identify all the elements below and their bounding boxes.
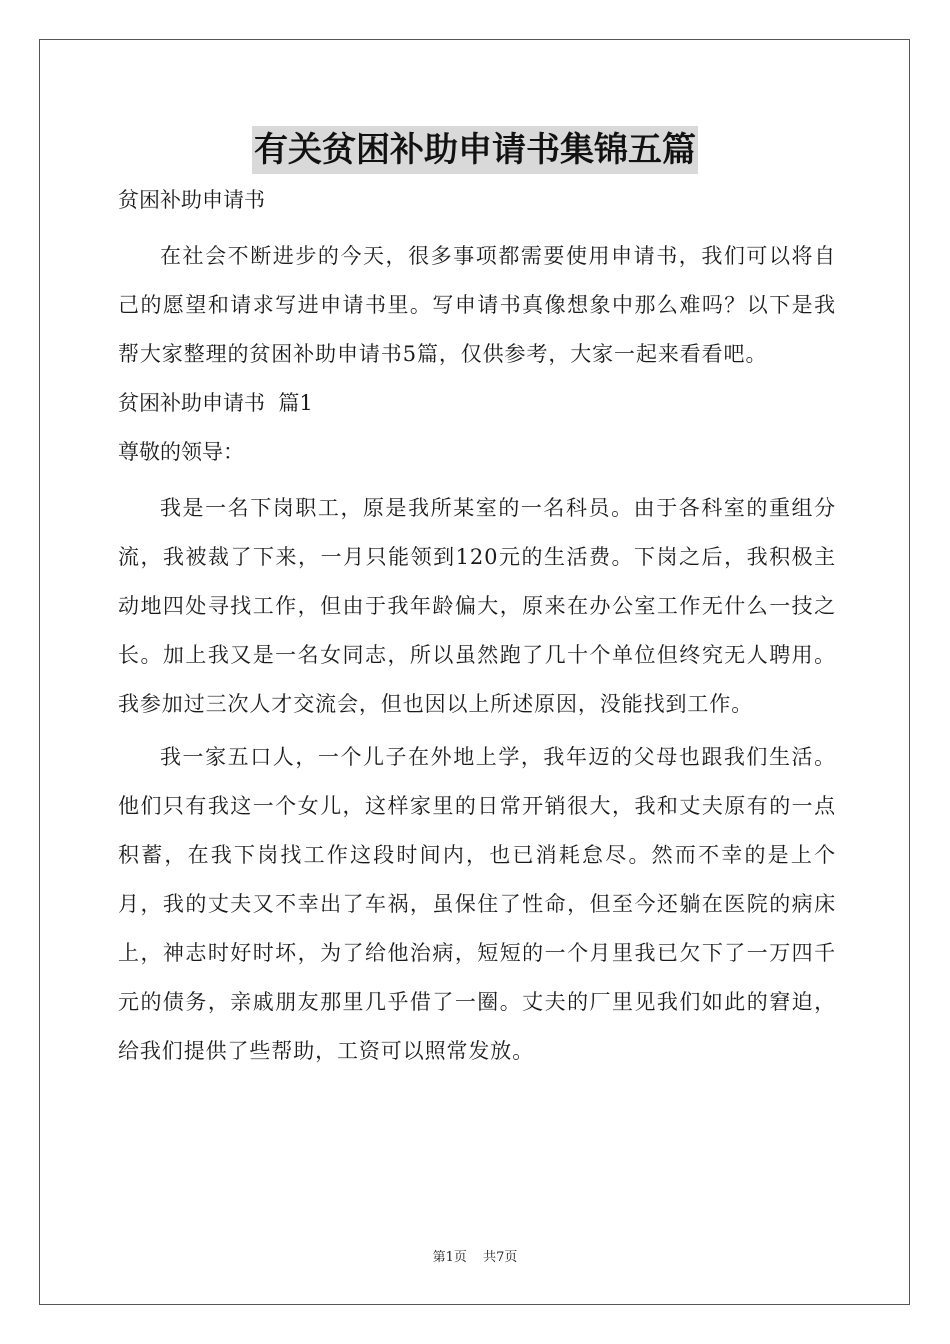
body-paragraph: 我一家五口人，一个儿子在外地上学，我年迈的父母也跟我们生活。他们只有我这一个女儿，这样家里的日常开销很大，我和丈夫原有的一点积蓄，在我下岗找工作这段时间内，也已消耗怠尽。然而不幸的是上个月，我的丈夫又不幸出了车祸，虽保住了性命，但至今还躺在医院的病床上，神志时好时坏，为了给他治病，短短的一个月里我已欠下了一万四千元的债务，亲戚朋友那里几乎借了一圈。丈夫的厂里见我们如此的窘迫，给我们提供了些帮助，工资可以照常发放。 bbox=[118, 745, 836, 1063]
body-paragraph: 我是一名下岗职工，原是我所某室的一名科员。由于各科室的重组分流，我被裁了下来，一月只能领到120元的生活费。下岗之后，我积极主动地四处寻找工作，但由于我年龄偏大，原来在办公室工作无什么一技之长。加上我又是一名女同志，所以虽然跑了几十个单位但终究无人聘用。我参加过三次人才交流会，但也因以上所述原因，没能找到工作。 bbox=[118, 496, 836, 716]
subtitle: 贫困补助申请书 bbox=[118, 188, 265, 212]
salutation: 尊敬的领导： bbox=[118, 440, 244, 464]
title-container bbox=[0, 126, 950, 174]
intro-paragraph: 在社会不断进步的今天，很多事项都需要使用申请书，我们可以将自己的愿望和请求写进申请书里。写申请书真像想象中那么难吗？以下是我帮大家整理的贫困补助申请书5篇，仅供参考，大家一起来看看吧。 bbox=[118, 244, 836, 366]
page-total: 共7页 bbox=[483, 1250, 518, 1265]
page-number: 第1页 bbox=[432, 1250, 467, 1265]
page-footer bbox=[0, 1246, 950, 1265]
document-title: 有关贫困补助申请书集锦五篇 bbox=[252, 126, 698, 174]
section-heading: 贫困补助申请书 篇1 bbox=[118, 391, 313, 415]
document-body bbox=[118, 180, 836, 1076]
